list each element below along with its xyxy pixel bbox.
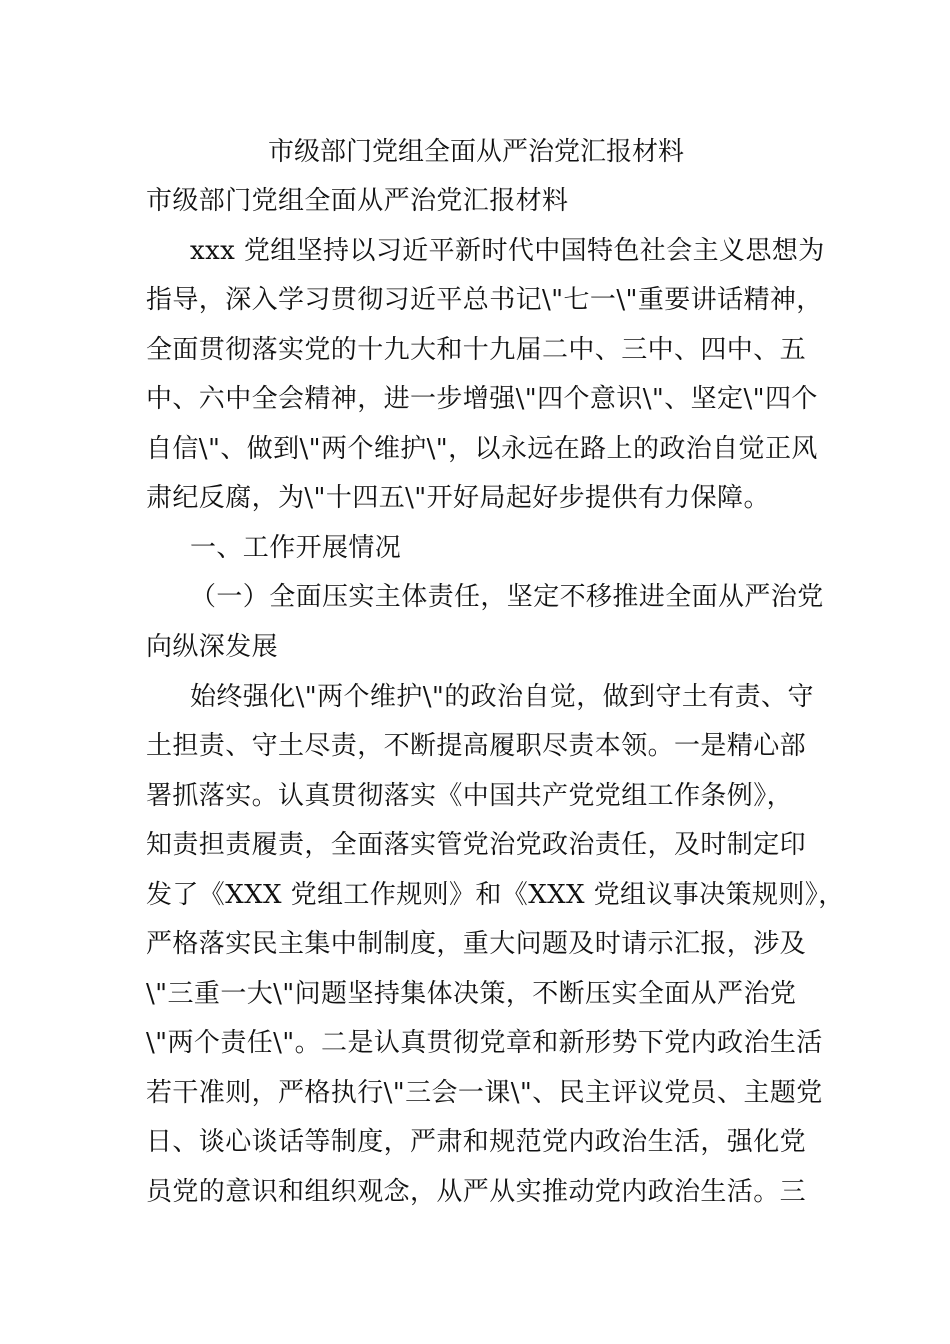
paragraph-line: 指导，深入学习贯彻习近平总书记\"七一\"重要讲话精神，: [146, 285, 823, 315]
paragraph-line: 发了《XXX 党组工作规则》和《XXX 党组议事决策规则》，: [146, 880, 845, 910]
paragraph-line: 员党的意识和组织观念，从严从实推动党内政治生活。三: [146, 1177, 807, 1207]
paragraph-line: 全面贯彻落实党的十九大和十九届二中、三中、四中、五: [146, 335, 807, 365]
paragraph-line: 土担责、守土尽责，不断提高履职尽责本领。一是精心部: [146, 731, 807, 761]
paragraph-line: 知责担责履责，全面落实管党治党政治责任，及时制定印: [146, 830, 807, 860]
subsection-heading: （一）全面压实主体责任，坚定不移推进全面从严治党: [190, 582, 824, 612]
subtitle-line: 市级部门党组全面从严治党汇报材料: [146, 186, 569, 216]
paragraph-line: 自信\"、做到\"两个维护\"，以永远在路上的政治自觉正风: [146, 434, 818, 464]
subsection-heading-cont: 向纵深发展: [146, 632, 279, 662]
paragraph-line: 中、六中全会精神，进一步增强\"四个意识\"、坚定\"四个: [146, 384, 818, 414]
section-heading: 一、工作开展情况: [190, 533, 402, 563]
document-title: 市级部门党组全面从严治党汇报材料: [267, 137, 684, 167]
paragraph-line: 肃纪反腐，为\"十四五\"开好局起好步提供有力保障。: [146, 483, 770, 513]
paragraph-line: 署抓落实。认真贯彻落实《中国共产党党组工作条例》，: [146, 781, 794, 811]
paragraph-line: 日、谈心谈话等制度，严肃和规范党内政治生活，强化党: [146, 1127, 807, 1157]
paragraph-line: 始终强化\"两个维护\"的政治自觉，做到守土有责、守: [190, 682, 814, 712]
paragraph-line: 若干准则，严格执行\"三会一课\"、民主评议党员、主题党: [146, 1078, 823, 1108]
paragraph-line: 严格落实民主集中制制度，重大问题及时请示汇报，涉及: [146, 929, 807, 959]
paragraph-line: \"三重一大\"问题坚持集体决策，不断压实全面从严治党: [146, 979, 797, 1009]
paragraph-line: \"两个责任\"。二是认真贯彻党章和新形势下党内政治生活: [146, 1028, 823, 1058]
paragraph-line: xxx 党组坚持以习近平新时代中国特色社会主义思想为: [190, 236, 825, 266]
